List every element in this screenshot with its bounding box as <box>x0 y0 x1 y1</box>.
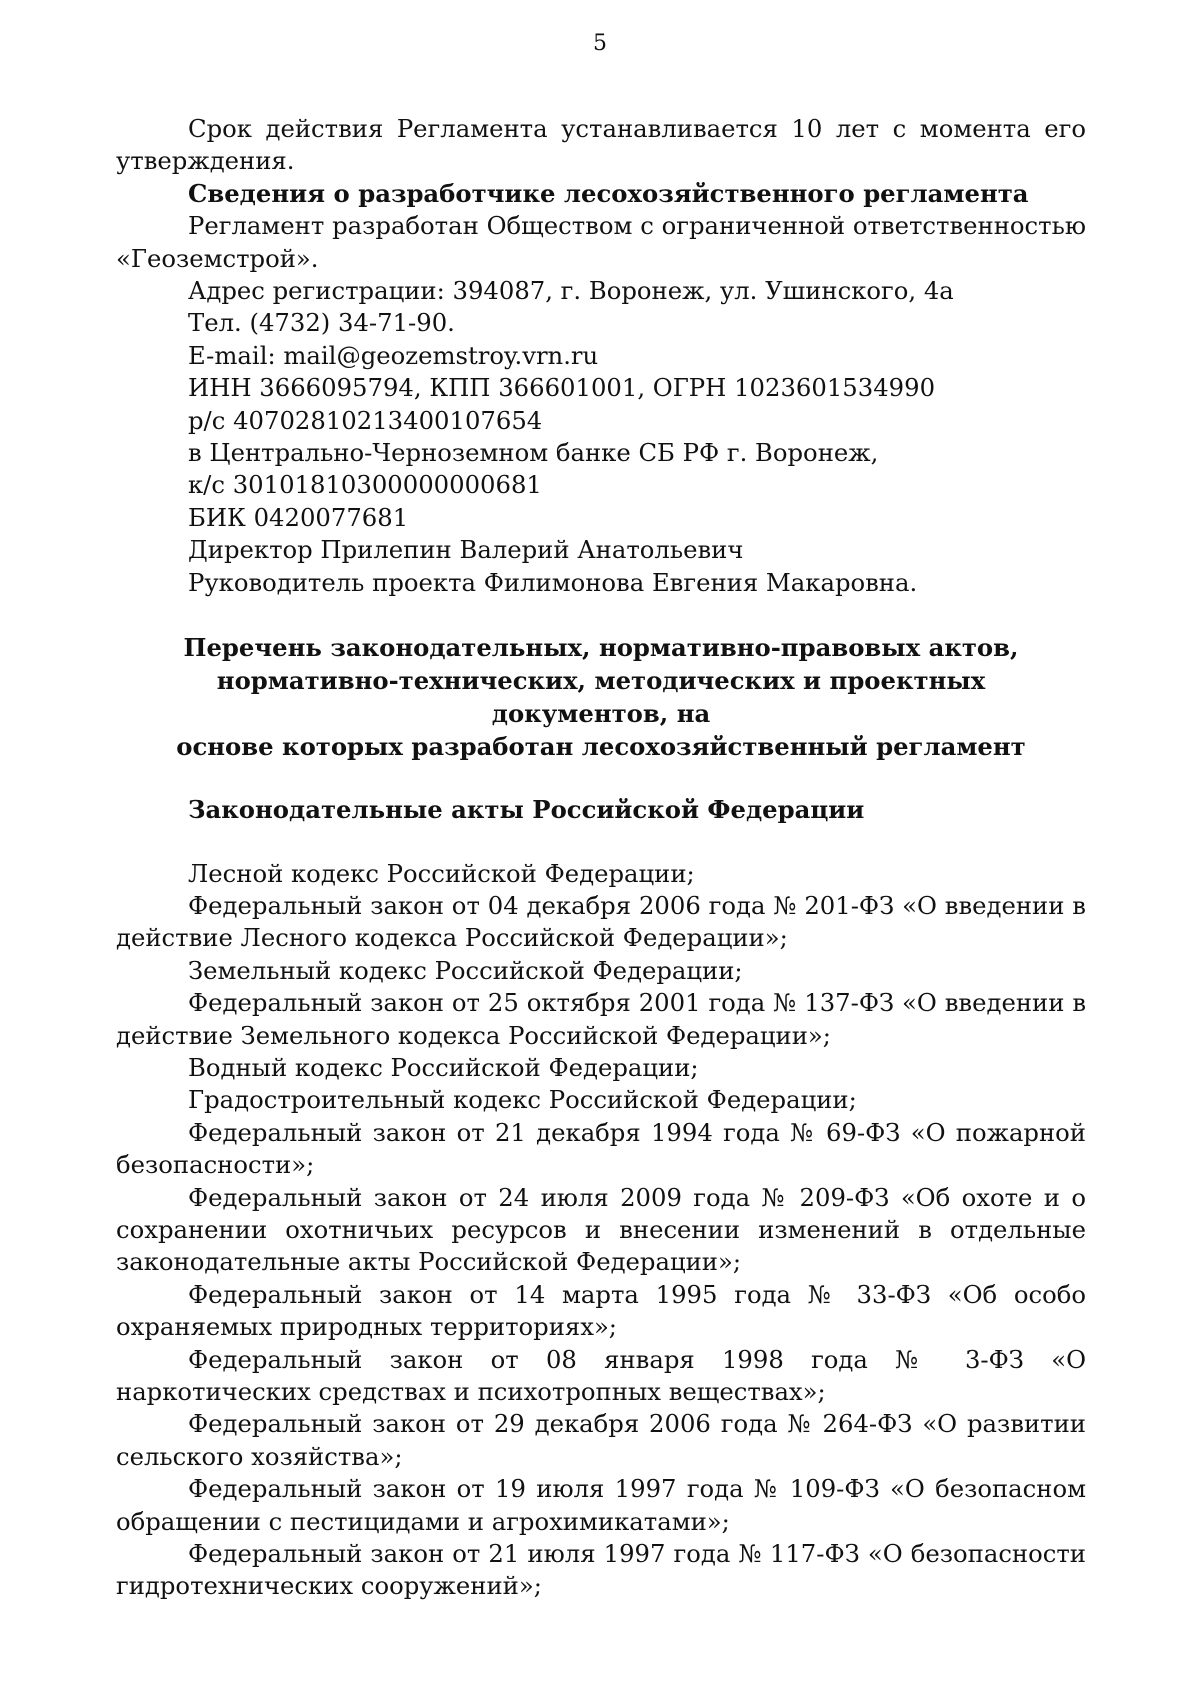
developer-corr-account: к/с 30101810300000000681 <box>188 470 542 500</box>
law-item-69-fz: Федеральный закон от 21 декабря 1994 года № 69-ФЗ «О пожарной безопасности»; <box>116 1117 1086 1180</box>
laws-section-heading: Законодательные акты Российской Федерации <box>188 795 865 825</box>
law-item-33-fz: Федеральный закон от 14 марта 1995 года № 33-ФЗ «Об особо охраняемых природных территориях»; <box>116 1279 1086 1342</box>
law-item-117-fz: Федеральный закон от 21 июля 1997 года № 117-ФЗ «О безопасности гидротехнических сооружений»; <box>116 1539 1086 1601</box>
page-content <box>116 113 1086 1603</box>
documents-list-heading <box>116 631 1086 763</box>
laws-list <box>116 858 1086 1603</box>
developer-director: Директор Прилепин Валерий Анатольевич <box>188 535 744 565</box>
law-item-201-fz: Федеральный закон от 04 декабря 2006 года № 201-ФЗ «О введении в действие Лесного кодекса Российской Федерации»; <box>116 890 1086 953</box>
developer-account: р/с 40702810213400107654 <box>188 405 543 435</box>
documents-list-heading-line-3: основе которых разработан лесохозяйственный регламент <box>176 732 1026 762</box>
developer-phone: Тел. (4732) 34-71-90. <box>188 308 455 338</box>
law-item-209-fz: Федеральный закон от 24 июля 2009 года № 209-ФЗ «Об охоте и о сохранении охотничьих ресурсов и внесении изменений в отдельные законодательные акты Российской Федерации»; <box>116 1182 1086 1277</box>
developer-address: Адрес регистрации: 394087, г. Воронеж, ул. Ушинского, 4а <box>188 276 954 306</box>
validity-paragraph: Срок действия Регламента устанавливается 10 лет с момента его утверждения. <box>116 114 1086 176</box>
developer-bank: в Центрально-Черноземном банке СБ РФ г. Воронеж, <box>188 438 879 468</box>
page-number: 5 <box>593 31 607 56</box>
developer-organization: Регламент разработан Обществом с ограниченной ответственностью «Геоземстрой». <box>116 211 1086 273</box>
developer-project-lead: Руководитель проекта Филимонова Евгения Макаровна. <box>188 567 918 597</box>
law-item-109-fz: Федеральный закон от 19 июля 1997 года № 109-ФЗ «О безопасном обращении с пестицидами и агрохимикатами»; <box>116 1474 1086 1536</box>
documents-list-heading-line-1: Перечень законодательных, нормативно-правовых актов, <box>183 633 1019 663</box>
law-item-137-fz: Федеральный закон от 25 октября 2001 года № 137-ФЗ «О введении в действие Земельного кодекса Российской Федерации»; <box>116 988 1086 1050</box>
developer-heading: Сведения о разработчике лесохозяйственного регламента <box>188 178 1029 208</box>
developer-tax-ids: ИНН 3666095794, КПП 366601001, ОГРН 1023601534990 <box>188 373 936 403</box>
documents-list-heading-line-2: нормативно-технических, методических и проектных документов, на <box>216 666 986 729</box>
law-item-urban-planning-code: Градостроительный кодекс Российской Федерации; <box>188 1085 857 1115</box>
law-item-264-fz: Федеральный закон от 29 декабря 2006 года № 264-ФЗ «О развитии сельского хозяйства»; <box>116 1409 1086 1471</box>
law-item-water-code: Водный кодекс Российской Федерации; <box>188 1052 699 1082</box>
law-item-3-fz: Федеральный закон от 08 января 1998 года № 3-ФЗ «О наркотических средствах и психотропных веществах»; <box>116 1344 1086 1406</box>
law-item-forest-code: Лесной кодекс Российской Федерации; <box>188 858 695 888</box>
law-item-land-code: Земельный кодекс Российской Федерации; <box>188 955 743 985</box>
developer-bik: БИК 0420077681 <box>188 502 409 532</box>
developer-email: E-mail: mail@geozemstroy.vrn.ru <box>188 340 599 370</box>
